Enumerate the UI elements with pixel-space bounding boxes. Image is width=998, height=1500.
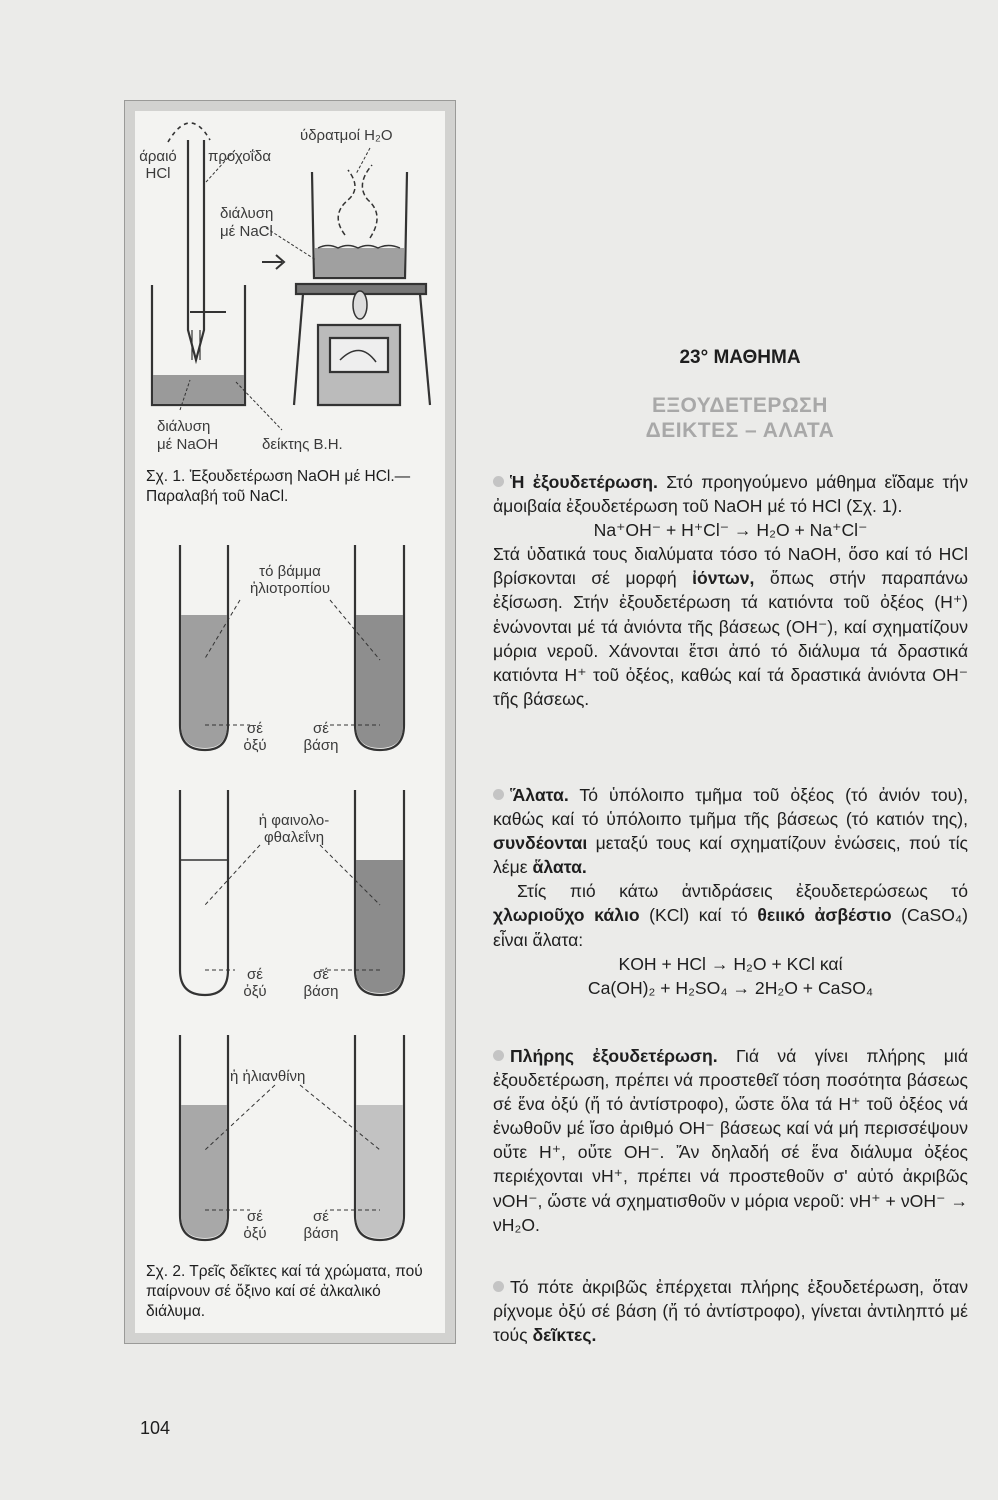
neutralization-bold: ἰόντων, [692, 568, 755, 589]
salts-body-b: μεταξύ τους καί σχηματίζουν ἑνώσεις, πού τίς λέμε [493, 833, 968, 878]
label-in-acid-2: σέ ὀξύ [243, 966, 267, 1000]
heading-complete: Πλήρης ἐξουδετέρωση. [510, 1046, 718, 1066]
title-line-2: ΔΕΙΚΤΕΣ – ΑΛΑΤΑ [645, 419, 835, 442]
bullet-icon [493, 1050, 504, 1061]
label-solution-naoh-2: μέ NaOH [157, 436, 219, 453]
label-solution-nacl-2: μέ NaCl [220, 223, 273, 240]
salts-body-a: Τό ὑπόλοιπο τμῆμα τοῦ ὀξέος (τό ἀνιόν του), καθώς καί τό ὑπόλοιπο τμῆμα τῆς βάσεως (τό κατιόν της), [493, 785, 968, 830]
salts-para2-bold2: θειικό ἀσβέστιο [757, 905, 892, 926]
label-acid: άραιό HCl [139, 148, 177, 182]
label-burette: προχοΐδα [208, 148, 271, 165]
vapor [338, 165, 377, 238]
salts-para2-bold1: χλωριοῦχο κάλιο [493, 905, 640, 926]
label-water-vapor: ύδρατμοί H₂O [300, 127, 393, 144]
bullet-icon [493, 789, 504, 800]
indicator-methyl-orange: ἡ ἡλιανθίνη [230, 1068, 306, 1085]
label-solution-naoh-1: διάλυση [157, 418, 211, 435]
heading-neutralization: Ἡ ἐξουδετέρωση. [510, 472, 658, 492]
salts-para2-c: (CaSO₄) εἶναι ἅλατα: [493, 905, 968, 950]
complete-body: Γιά νά γίνει πλήρης μιά ἐξουδετέρωση, πρέπει νά προστεθεῖ τόση ποσότητα βάσεως σέ ἕνα ὀξύ (ἤ τό ἀντίστροφο), ὥστε ὅλα τά H⁺ τοῦ ὀξέος νά ἑνωθοῦν μέ ἴσο ἀριθμό OH⁻ βάσεως καί νά μή περισσέψουν οὔτε H⁺, οὔτε OH⁻. Ἄν δηλαδή σέ ἕνα διάλυμα ὀξέος περιέχονται νH⁺, πρέπει νά προστεθοῦν σ' αὐτό ἀκριβῶς νOH⁻, ὥστε νά σχηματισθοῦν ν μόρια νεροῦ: νH⁺ + νOH⁻ → νH₂O. [493, 1046, 968, 1235]
neutralization-body-b: ὅπως στήν παραπάνω ἐξίσωση. Στήν ἐξουδετέρωση τά κατιόντα τοῦ ὀξέος (H⁺) ἑνώνονται μέ τά ἀνιόντα τῆς βάσεως (OH⁻), καί σχηματίζουν μόρια νεροῦ. Χάνονται ἔτσι ἀπό τό διάλυμα τά δραστικά κατιόντα H⁺ τοῦ ὀξέος, καθώς καί τά δραστικά ἀνιόντα OH⁻ τῆς βάσεως. [493, 568, 968, 709]
section-indicators [493, 1275, 968, 1347]
label-indicator: δείκτης Β.Η. [262, 436, 343, 453]
title-line-1: ΕΞΟΥΔΕΤΕΡΩΣΗ [652, 394, 828, 417]
indicator-litmus: τό βάμμα ἡλιοτροπίου [249, 563, 331, 597]
figure2-caption: Σχ. 2. Τρεῖς δεῖκτες καί τά χρώματα, πού παίρνουν σέ ὄξινο καί σέ ἀλκαλικό διάλυμα. [146, 1263, 423, 1320]
label-in-base-1: σέ βάση [303, 720, 339, 754]
salts-bold: συνδέονται [493, 833, 588, 854]
bullet-icon [493, 1281, 504, 1292]
salts-bold-2: ἅλατα. [532, 857, 587, 878]
page-title [490, 393, 990, 443]
indicator-phenolphthalein: ἡ φαινολο-φθαλεΐνη [258, 812, 330, 846]
salts-para2-a: Στίς πιό κάτω ἀντιδράσεις ἐξουδετερώσεως τό [517, 881, 968, 902]
page-number: 104 [140, 1418, 171, 1438]
indicators-body: Τό πότε ἀκριβῶς ἐπέρχεται πλήρης ἐξουδετέρωση, ὅταν ρίχνομε ὀξύ σέ βάση (ἤ τό ἀντίστροφο), γίνεται ἀντιληπτό μέ τούς [493, 1277, 968, 1346]
heading-salts: Ἅλατα. [510, 785, 569, 805]
section-complete-neutralization [493, 1044, 968, 1237]
section-salts [493, 783, 968, 1000]
lesson-number: 23° ΜΑΘΗΜΑ [679, 347, 801, 368]
burette-funnel-arc [168, 123, 210, 142]
bullet-icon [493, 476, 504, 487]
equation-neutralization: Na⁺OH⁻ + H⁺Cl⁻ → H₂O + Na⁺Cl⁻ [593, 520, 868, 541]
equation-salts-1: KOH + HCl → H₂O + KCl καί [618, 953, 843, 974]
equation-salts-2: Ca(OH)₂ + H₂SO₄ → 2H₂O + CaSO₄ [587, 977, 874, 998]
neutralization-intro: Στό προηγούμενο μάθημα εἴδαμε τήν ἀμοιβαία ἐξουδετέρωση τοῦ NaOH μέ τό HCl (Σχ. 1). [493, 472, 969, 517]
salts-para2-b: (KCl) καί τό [639, 905, 758, 926]
label-in-acid-1: σέ ὀξύ [243, 720, 267, 754]
indicators-bold: δεῖκτες. [532, 1325, 597, 1346]
section-neutralization [493, 470, 968, 711]
label-solution-nacl-1: διάλυση [220, 205, 274, 222]
burette [188, 140, 204, 360]
label-in-acid-3: σέ ὀξύ [243, 1208, 267, 1242]
neutralization-body-a: Στά ὑδατικά τους διαλύματα τόσο τό NaOH, ὅσο καί τό HCl βρίσκονται σέ μορφή [493, 544, 968, 589]
label-in-base-2: σέ βάση [303, 966, 339, 1000]
test-tubes [180, 545, 404, 1240]
figure1-caption: Σχ. 1. Ἐξουδετέρωση NaOH μέ HCl.— Παραλαβή τοῦ NaCl. [146, 468, 411, 505]
label-in-base-3: σέ βάση [303, 1208, 339, 1242]
